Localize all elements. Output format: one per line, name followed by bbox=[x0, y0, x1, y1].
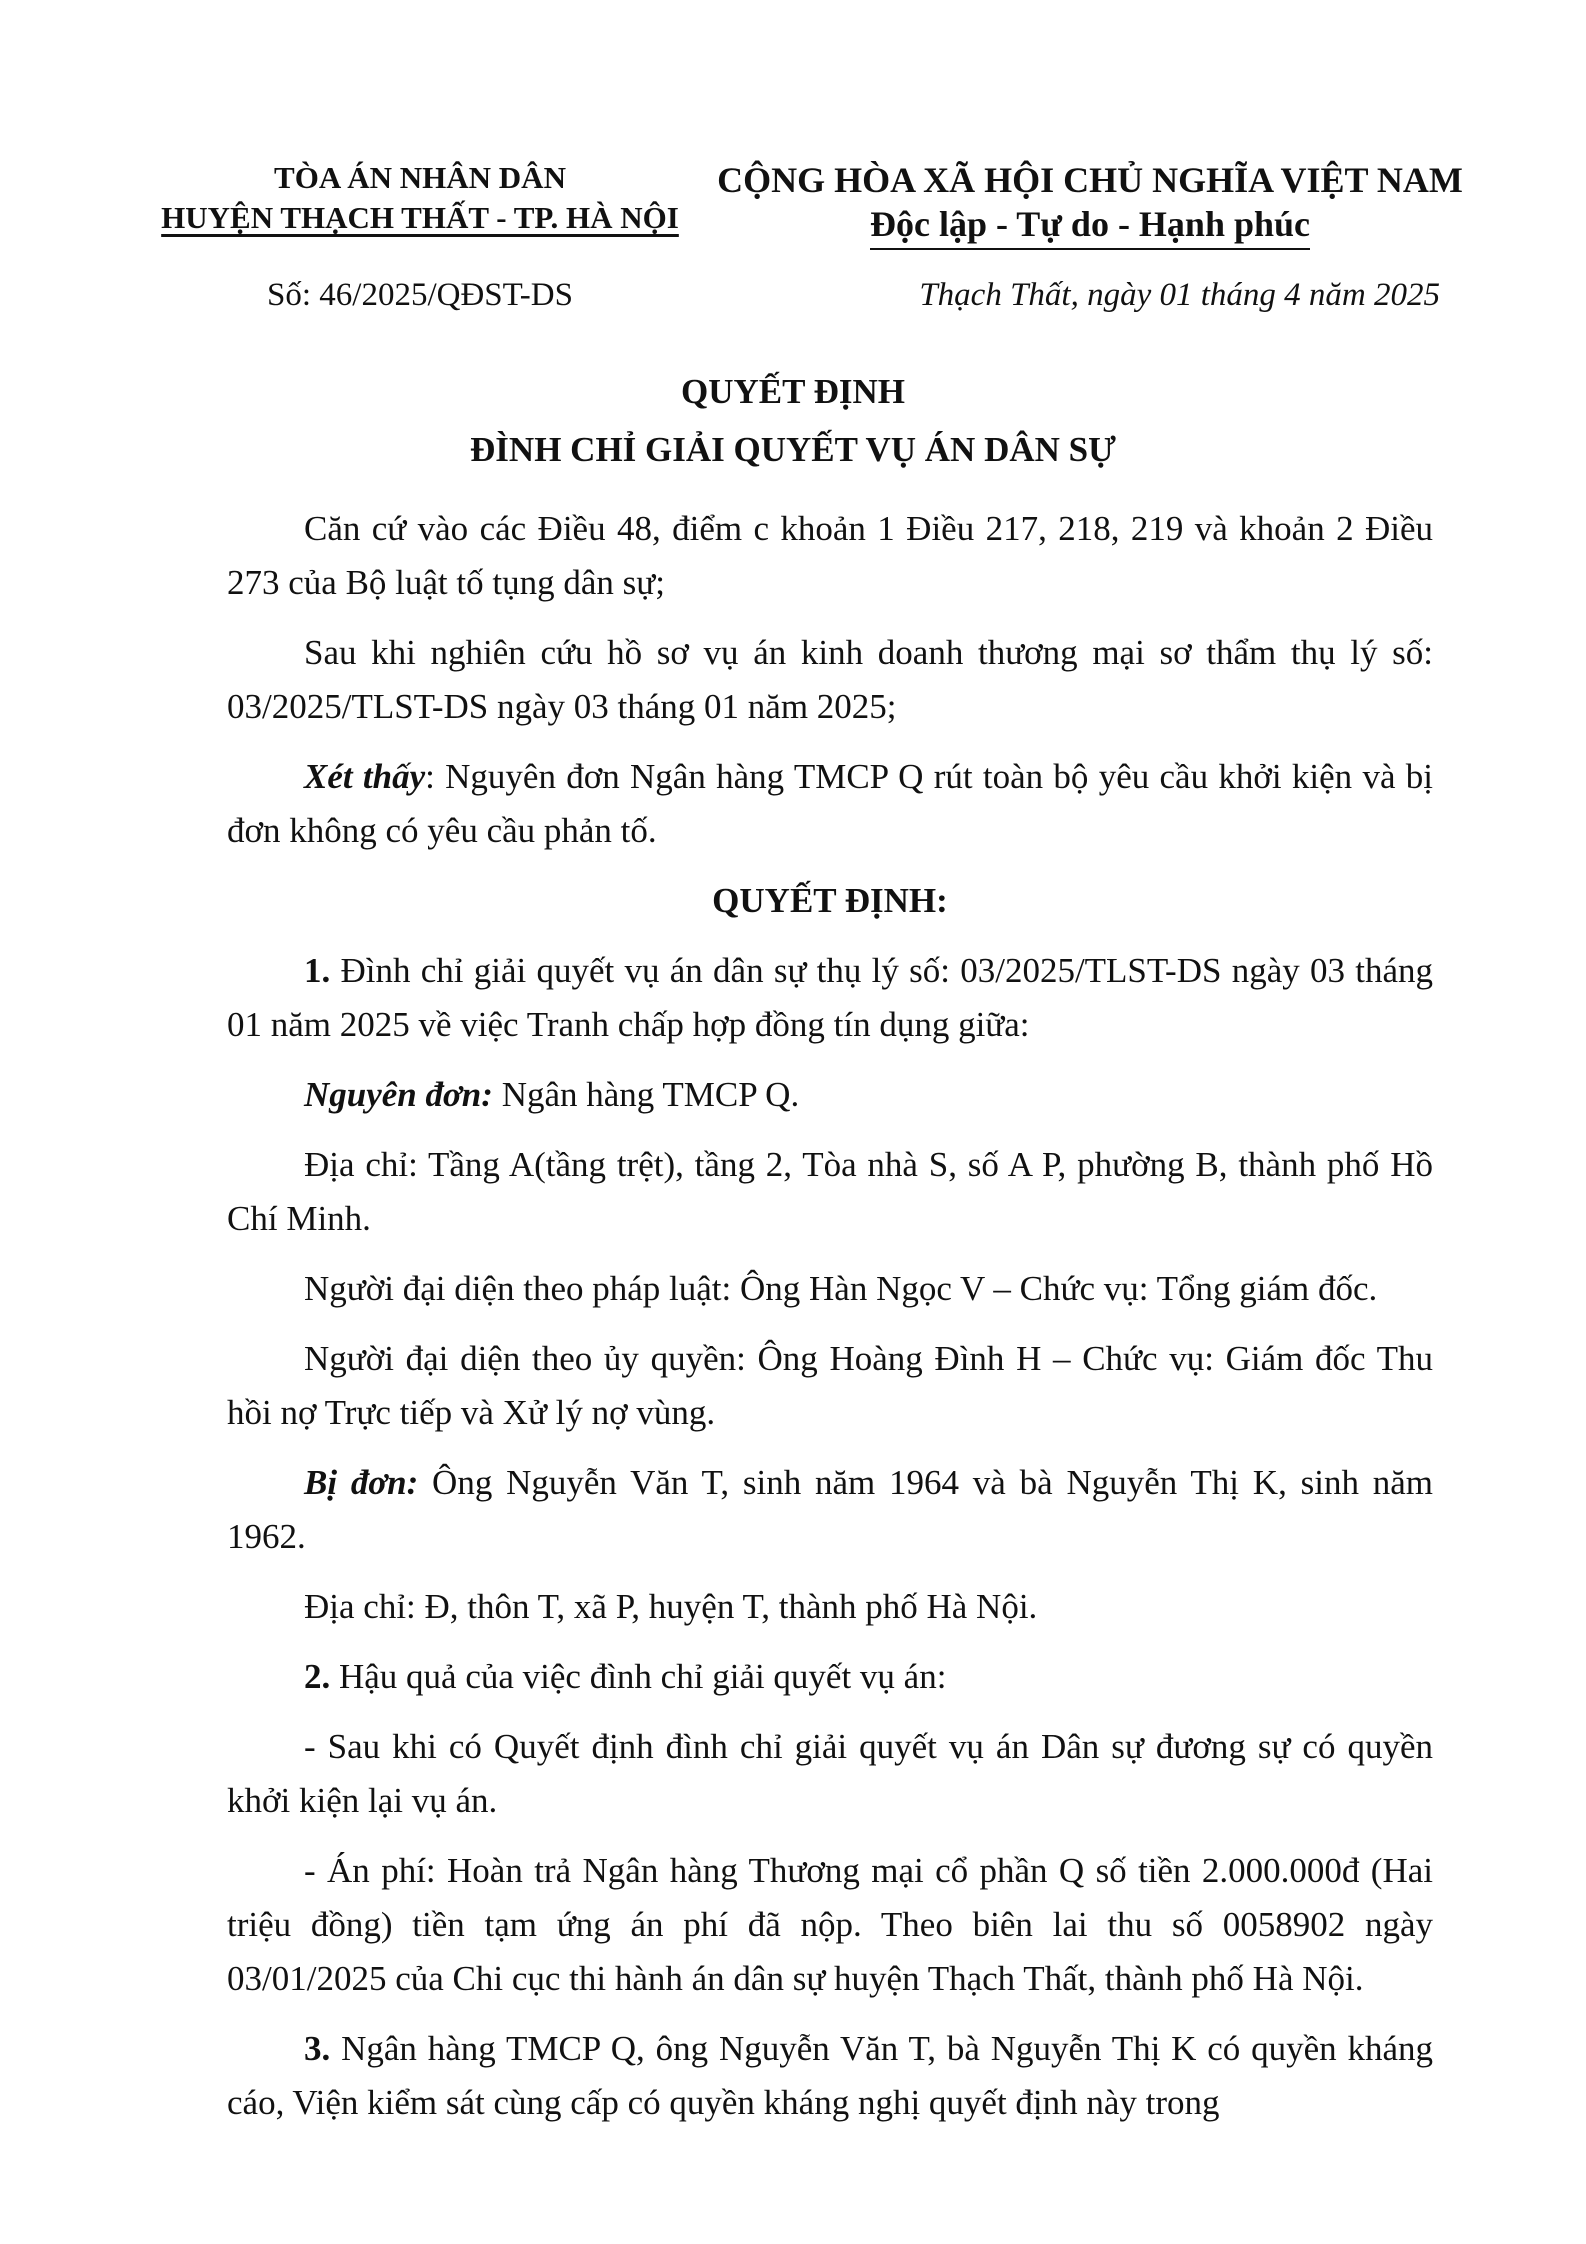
defendant-paragraph bbox=[227, 1456, 1433, 1564]
decision-heading: QUYẾT ĐỊNH: bbox=[712, 881, 948, 920]
document-number: Số: 46/2025/QĐST-DS bbox=[267, 277, 573, 313]
authorized-representative: Người đại diện theo ủy quyền: Ông Hoàng Đình H – Chức vụ: Giám đốc Thu hồi nợ Trực tiếp và Xử lý nợ vùng. bbox=[227, 1339, 1433, 1432]
item-2-number: 2. bbox=[304, 1657, 331, 1696]
document-title: QUYẾT ĐỊNH bbox=[681, 372, 905, 411]
consideration-label: Xét thấy bbox=[304, 757, 426, 796]
plaintiff-label: Nguyên đơn: bbox=[304, 1075, 493, 1114]
decision-item-2 bbox=[227, 1650, 1433, 1704]
legal-representative: Người đại diện theo pháp luật: Ông Hàn Ngọc V – Chức vụ: Tổng giám đốc. bbox=[304, 1269, 1378, 1308]
defendant-text: Ông Nguyễn Văn T, sinh năm 1964 và bà Nguyễn Thị K, sinh năm 1962. bbox=[227, 1463, 1433, 1556]
decision-item-3 bbox=[227, 2022, 1433, 2130]
legal-basis-paragraph: Căn cứ vào các Điều 48, điểm c khoản 1 Điều 217, 218, 219 và khoản 2 Điều 273 của Bộ luật tố tụng dân sự; bbox=[227, 509, 1433, 602]
document-subtitle: ĐÌNH CHỈ GIẢI QUYẾT VỤ ÁN DÂN SỰ bbox=[470, 430, 1116, 469]
item-2-text: Hậu quả của việc đình chỉ giải quyết vụ án: bbox=[330, 1657, 947, 1696]
national-motto: Độc lập - Tự do - Hạnh phúc bbox=[870, 202, 1310, 250]
item-3-text: Ngân hàng TMCP Q, ông Nguyễn Văn T, bà Nguyễn Thị K có quyền kháng cáo, Viện kiểm sát cùng cấp có quyền kháng nghị quyết định này trong bbox=[227, 2029, 1433, 2122]
court-name: TÒA ÁN NHÂN DÂN bbox=[274, 160, 566, 195]
national-header bbox=[710, 158, 1470, 250]
consideration-text: : Nguyên đơn Ngân hàng TMCP Q rút toàn bộ yêu cầu khởi kiện và bị đơn không có yêu cầu phản tố. bbox=[227, 757, 1433, 850]
plaintiff-address: Địa chỉ: Tầng A(tầng trệt), tầng 2, Tòa nhà S, số A P, phường B, thành phố Hồ Chí Minh. bbox=[227, 1145, 1433, 1238]
defendant-address: Địa chỉ: Đ, thôn T, xã P, huyện T, thành phố Hà Nội. bbox=[304, 1587, 1038, 1626]
research-paragraph: Sau khi nghiên cứu hồ sơ vụ án kinh doanh thương mại sơ thẩm thụ lý số: 03/2025/TLST-DS ngày 03 tháng 01 năm 2025; bbox=[227, 633, 1433, 726]
item-1-number: 1. bbox=[304, 951, 331, 990]
plaintiff-paragraph bbox=[227, 1068, 1433, 1122]
court-header bbox=[130, 158, 710, 238]
consideration-paragraph bbox=[227, 750, 1433, 858]
consequence-refile: - Sau khi có Quyết định đình chỉ giải quyết vụ án Dân sự đương sự có quyền khởi kiện lại vụ án. bbox=[227, 1727, 1433, 1820]
item-3-number: 3. bbox=[304, 2029, 331, 2068]
court-district: HUYỆN THẠCH THẤT - TP. HÀ NỘI bbox=[161, 200, 679, 235]
national-title: CỘNG HÒA XÃ HỘI CHỦ NGHĨA VIỆT NAM bbox=[717, 160, 1463, 200]
plaintiff-name: Ngân hàng TMCP Q. bbox=[492, 1075, 800, 1114]
defendant-label: Bị đơn: bbox=[304, 1463, 419, 1502]
place-date: Thạch Thất, ngày 01 tháng 4 năm 2025 bbox=[919, 277, 1440, 313]
document-body bbox=[227, 502, 1433, 2146]
consequence-court-fee: - Án phí: Hoàn trả Ngân hàng Thương mại cổ phần Q số tiền 2.000.000đ (Hai triệu đồng) tiền tạm ứng án phí đã nộp. Theo biên lai thu số 0058902 ngày 03/01/2025 của Chi cục thi hành án dân sự huyện Thạch Thất, thành phố Hà Nội. bbox=[227, 1851, 1433, 1998]
decision-item-1 bbox=[227, 944, 1433, 1052]
item-1-text: Đình chỉ giải quyết vụ án dân sự thụ lý số: 03/2025/TLST-DS ngày 03 tháng 01 năm 2025 về việc Tranh chấp hợp đồng tín dụng giữa: bbox=[227, 951, 1433, 1044]
